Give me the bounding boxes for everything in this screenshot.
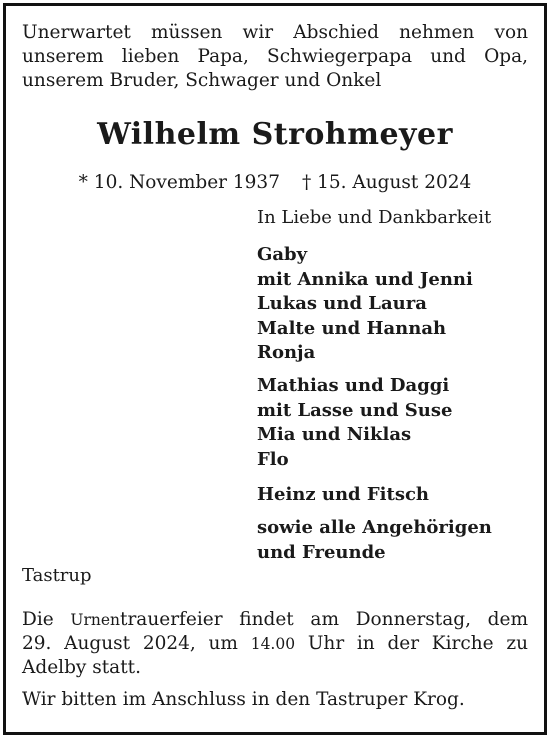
mourner-name: Gaby (257, 244, 308, 265)
mourner-name: Lukas und Laura (257, 293, 427, 314)
ceremony-line-1: Die Urnentrauerfeier findet am Donnerstag, dem (22, 609, 529, 630)
mourner-name: sowie alle Angehörigen (257, 517, 492, 538)
place-name: Tastrup (22, 565, 92, 586)
death-date: † 15. August 2024 (301, 172, 472, 193)
mourner-group-2 (257, 374, 537, 472)
intro-line-3: unserem Bruder, Schwager und Onkel (22, 70, 382, 91)
mourner-name: Heinz und Fitsch (257, 484, 430, 505)
birth-date: * 10. November 1937 (78, 172, 280, 193)
ceremony-line-2 (22, 632, 528, 656)
ceremony-info (22, 608, 528, 680)
mourner-name: Flo (257, 448, 289, 470)
ceremony-date: 29. August 2024, um (22, 633, 238, 654)
deceased-name: Wilhelm Strohmeyer (97, 117, 453, 152)
intro-text (22, 21, 528, 93)
mourner-group-1 (257, 243, 537, 366)
mourner-name: und Freunde (257, 541, 386, 563)
ceremony-line-1-rest: trauerfeier findet am Donnerstag, dem (120, 609, 529, 630)
mourner-name: Ronja (257, 342, 316, 363)
mourner-name: mit Lasse und Suse (257, 399, 453, 421)
mourner-name: Mathias und Daggi (257, 375, 450, 396)
mourner-name: mit Annika und Jenni (257, 268, 473, 290)
ceremony-time: 14.00 (250, 635, 296, 653)
mourner-group-3 (257, 483, 537, 508)
intro-line-1: Unerwartet müssen wir Abschied nehmen von (22, 22, 528, 43)
ceremony-location: Uhr in der Kirche zu (307, 633, 528, 654)
mourner-name: Mia und Niklas (257, 424, 412, 445)
mourner-name: Malte und Hannah (257, 317, 447, 339)
dedication: In Liebe und Dankbarkeit (257, 207, 492, 228)
closing-text: Wir bitten im Anschluss in den Tastruper Krog. (22, 689, 465, 710)
mourner-group-4 (257, 516, 537, 565)
ceremony-line-3: Adelby statt. (22, 657, 141, 678)
intro-line-2: unserem lieben Papa, Schwiegerpapa und Opa, (22, 46, 528, 67)
life-dates (0, 172, 550, 193)
ceremony-word-small: Urnen (70, 611, 121, 629)
